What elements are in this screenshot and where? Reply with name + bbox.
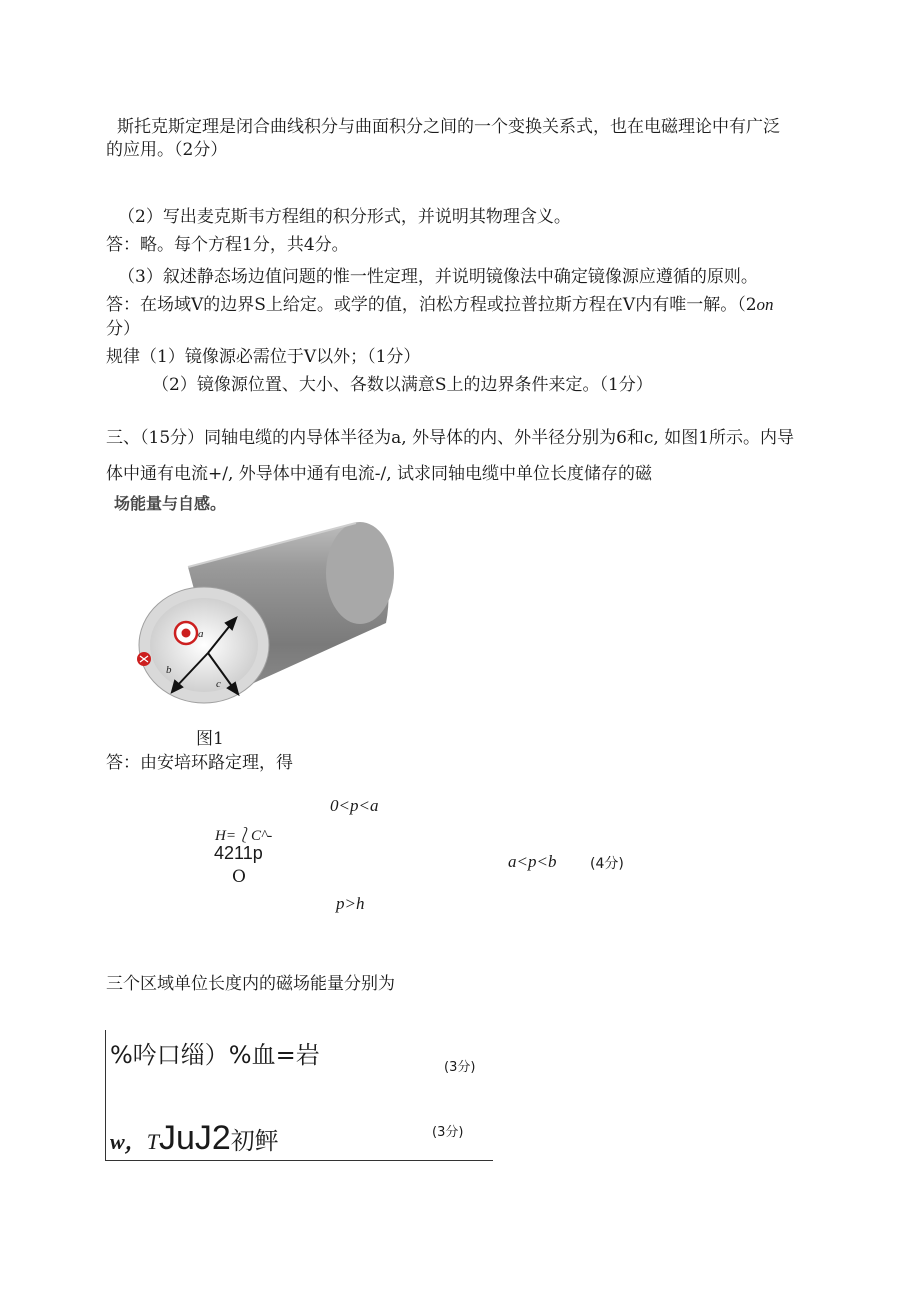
answer-2: 答：略。每个方程1分，共4分。 (106, 235, 349, 255)
region-1: 0<p<a (330, 796, 379, 815)
figure-caption: 图1 (196, 729, 224, 749)
answer-3-text: 答：在场域V的边界S上给定。或学的值，泊松方程或拉普拉斯方程在V内有唯一解。（2 (106, 295, 757, 315)
label-c: c (216, 678, 221, 690)
inner-current-out-icon (175, 622, 197, 644)
question-2: （2）写出麦克斯韦方程组的积分形式，并说明其物理含义。 (118, 207, 571, 227)
text-line-stokes: 斯托克斯定理是闭合曲线积分与曲面积分之间的一个变换关系式，也在电磁理论中有广泛 (117, 117, 780, 137)
score-3a: (3分) (444, 1060, 476, 1075)
label-a: a (198, 628, 204, 640)
region-2: a<p<b (508, 852, 557, 871)
coaxial-cable-figure (128, 515, 413, 705)
problem-3-line2: 体中通有电流+/, 外导体中通有电流-/, 试求同轴电缆中单位长度储存的磁 (106, 464, 653, 484)
problem-3-line3: 场能量与自感。 (114, 494, 227, 513)
score-4: (4分) (590, 856, 624, 872)
energy-eq-1: %吟口缁）%血=岩 (110, 1041, 320, 1069)
energy-eq-2-main: JuJ2 (158, 1119, 231, 1157)
score-3b: (3分) (432, 1125, 464, 1140)
rule-1: 规律（1）镜像源必需位于V以外；（1分） (106, 347, 421, 367)
rule-2: （2）镜像源位置、大小、各数以满意S上的边界条件来定。（1分） (152, 375, 653, 395)
text-line-stokes-cont: 的应用。（2分） (106, 140, 228, 160)
label-b: b (166, 664, 172, 676)
energy-eq-2 (110, 1120, 279, 1162)
answer-3 (106, 294, 774, 316)
formula-h: H=⎱C^- (215, 828, 273, 844)
answer-3-cont: 分） (106, 319, 140, 339)
dielectric-face (150, 598, 258, 692)
region-3: p>h (336, 894, 365, 913)
answer-intro: 答：由安培环路定理，得 (106, 753, 293, 773)
problem-3-line1: 三、（15分）同轴电缆的内导体半径为a, 外导体的内、外半径分别为6和c, 如图1所示。内导 (106, 428, 795, 448)
answer-3-tail: on (756, 295, 774, 314)
outer-current-in-icon (137, 652, 151, 666)
cable-far-end (326, 522, 394, 624)
bracket-left-line (105, 1030, 106, 1161)
energy-eq-2-w: w， (110, 1129, 147, 1154)
question-3: （3）叙述静态场边值问题的惟一性定理，并说明镜像法中确定镜像源应遵循的原则。 (118, 267, 758, 287)
formula-fraction: 4211p (214, 843, 263, 863)
formula-o: O (232, 867, 246, 887)
energy-intro: 三个区域单位长度内的磁场能量分别为 (106, 974, 395, 994)
energy-eq-2-t: T (146, 1129, 159, 1154)
energy-eq-2-tail: 初鲆 (230, 1127, 279, 1155)
